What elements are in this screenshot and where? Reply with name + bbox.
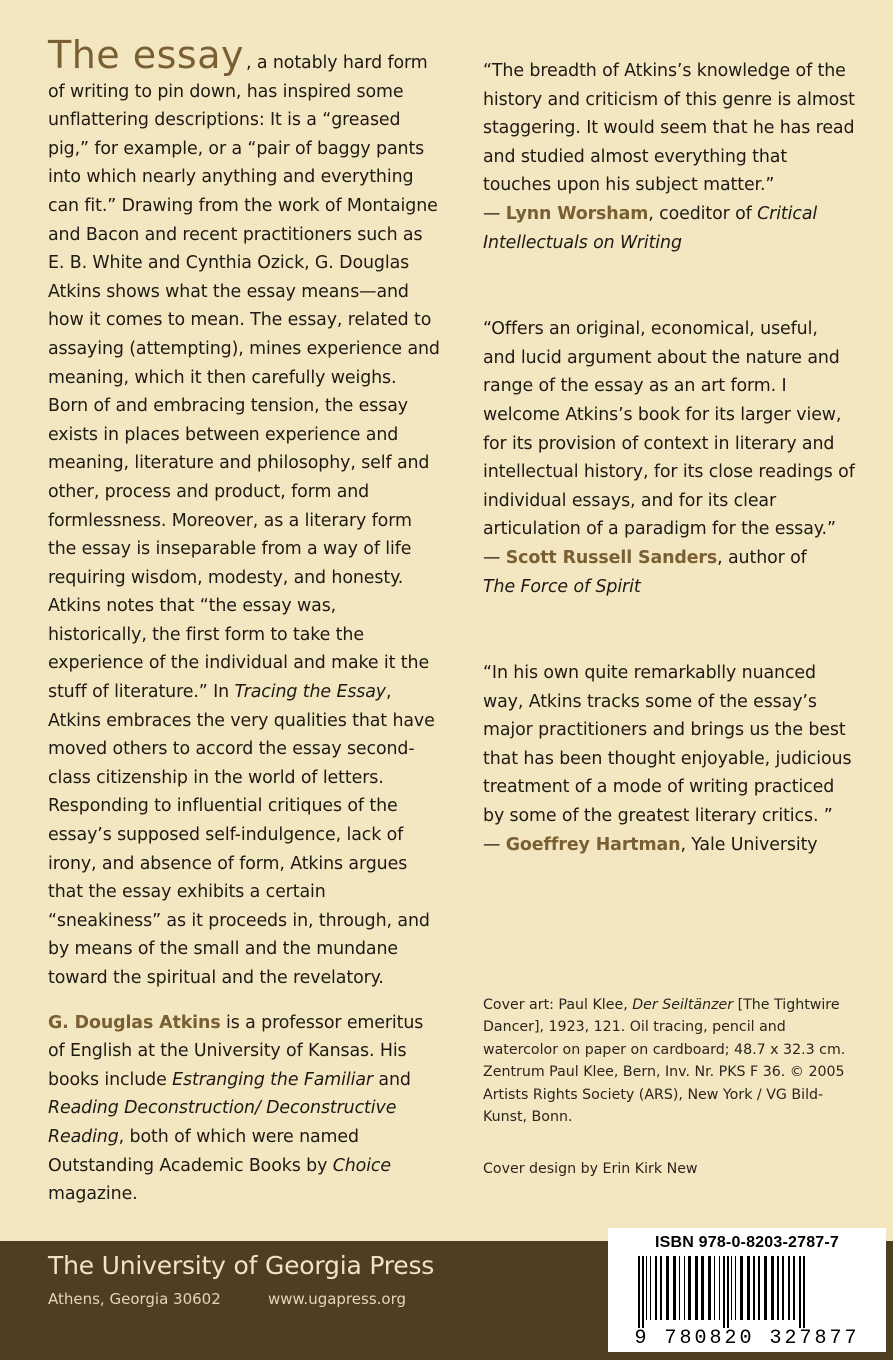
barcode-bar bbox=[660, 1256, 662, 1320]
blurb-author: Scott Russell Sanders bbox=[505, 547, 718, 568]
bio-book-1: Estranging the Familiar bbox=[172, 1069, 373, 1090]
barcode-bar bbox=[655, 1256, 657, 1320]
credit-prefix: Cover art: Paul Klee, bbox=[483, 997, 633, 1013]
barcode-bar bbox=[771, 1256, 774, 1320]
barcode-bar bbox=[642, 1256, 644, 1328]
blurb-attribution bbox=[483, 831, 855, 860]
barcode-bar bbox=[803, 1256, 805, 1328]
attribution-dash: — bbox=[483, 834, 506, 855]
blurb-quote: “The breadth of Atkins’s knowledge of the history and criticism of this genre is almost staggering. It would seem that he has read and studied almost everything that touches upon his subject matter.” bbox=[483, 61, 855, 196]
barcode-bar bbox=[719, 1256, 720, 1320]
barcode-digits: 9 780820 327877 bbox=[634, 1327, 860, 1350]
author-bio bbox=[48, 1009, 440, 1209]
barcode-bar bbox=[673, 1256, 676, 1320]
barcode-bar bbox=[666, 1256, 669, 1320]
blurb-role: , coeditor of bbox=[648, 203, 758, 224]
barcode-bar bbox=[793, 1256, 795, 1320]
barcode-bar bbox=[723, 1256, 725, 1328]
blurbs-column bbox=[483, 57, 855, 859]
barcode-bar bbox=[764, 1256, 767, 1320]
blurb-attribution bbox=[483, 544, 855, 601]
bio-book-2: Reading Deconstruction/ Deconstructive Reading bbox=[48, 1098, 397, 1147]
description-column bbox=[48, 33, 440, 1209]
blurb-attribution bbox=[483, 200, 855, 257]
attribution-dash: — bbox=[483, 547, 506, 568]
blurb-work: Critical Intellectuals on Writing bbox=[483, 203, 818, 253]
cover-design-credit: Cover design by Erin Kirk New bbox=[483, 1161, 698, 1177]
publisher-city: Athens, Georgia 30602 bbox=[48, 1290, 221, 1308]
barcode-bar bbox=[788, 1256, 790, 1320]
blurb-3 bbox=[483, 659, 855, 859]
artwork-title: Der Seiltänzer bbox=[632, 997, 734, 1013]
blurb-2 bbox=[483, 315, 855, 601]
cover-art-credit bbox=[483, 994, 853, 1128]
barcode-bar bbox=[684, 1256, 685, 1320]
book-title: Tracing the Essay bbox=[234, 682, 387, 703]
isbn-barcode bbox=[608, 1228, 886, 1352]
barcode-bar bbox=[758, 1256, 760, 1320]
barcode-bars bbox=[634, 1256, 860, 1328]
lead-word: The essay bbox=[48, 33, 245, 77]
blurb-1 bbox=[483, 57, 855, 257]
barcode-bar bbox=[714, 1256, 715, 1320]
bio-text: , both of which were named Outstanding Academic Books by bbox=[48, 1126, 359, 1176]
barcode-bar bbox=[679, 1256, 680, 1320]
barcode-bar bbox=[646, 1256, 647, 1320]
barcode-bar bbox=[701, 1256, 704, 1320]
blurb-author: Goeffrey Hartman bbox=[505, 834, 681, 855]
publisher-url: www.ugapress.org bbox=[268, 1290, 407, 1308]
bio-text: magazine. bbox=[48, 1184, 138, 1205]
barcode-bar bbox=[777, 1256, 779, 1320]
blurb-role: , author of bbox=[717, 547, 807, 568]
credit-text: [The Tightwire Dancer], 1923, 121. Oil tracing, pencil and watercolor on paper on cardboard; 48.7 x 32.3 cm. Zentrum Paul Klee, Bern, Inv. Nr. PKS F 36. © 2005 Artists Rights Society (ARS), New York / VG Bild-Kunst, Bonn. bbox=[483, 997, 846, 1126]
bio-text: is a professor emeritus of English at the University of Kansas. His books include bbox=[48, 1012, 424, 1090]
barcode-bar bbox=[740, 1256, 743, 1320]
barcode-bar bbox=[782, 1256, 784, 1320]
barcode-bar bbox=[638, 1256, 640, 1328]
barcode-bar bbox=[727, 1256, 729, 1328]
attribution-dash: — bbox=[483, 203, 506, 224]
blurb-author: Lynn Worsham bbox=[505, 203, 649, 224]
barcode-bar bbox=[735, 1256, 736, 1320]
publisher-name: The University of Georgia Press bbox=[48, 1251, 435, 1280]
barcode-bar bbox=[753, 1256, 755, 1320]
blurb-quote: “In his own quite remarkablly nuanced way, Atkins tracks some of the essay’s major practitioners and brings us the best that has been thought enjoyable, judicious treatment of a mode of writing practiced by some of the greatest literary critics. ” bbox=[483, 663, 852, 827]
author-name: G. Douglas Atkins bbox=[48, 1012, 221, 1033]
isbn-label: ISBN 978-0-8203-2787-7 bbox=[654, 1234, 840, 1251]
description-text: , a notably hard form of writing to pin down, has inspired some unflattering descriptions: It is a “greased pig,” for example, or a “pair of baggy pants into which nearly anything and everything can fit.” Drawing from the work of Montaigne and Bacon and recent practitioners such as E. B. White and Cynthia Ozick, G. Douglas Atkins shows what the essay means—and how it comes to mean. The essay, related to assaying (attempting), mines experience and meaning, which it then carefully weighs. Born of and embracing tension, the essay exists in places between experience and meaning, literature and philosophy, self and other, process and product, form and formlessness. Moreover, as a literary form the essay is inseparable from a way of life requiring wisdom, modesty, and honesty. Atkins notes that “the essay was, historically, the first form to take the experience of the individual and make it the stuff of literature.” In bbox=[48, 53, 440, 703]
barcode-bar bbox=[650, 1256, 651, 1320]
barcode-bar bbox=[747, 1256, 750, 1320]
barcode-bar bbox=[708, 1256, 711, 1320]
blurb-quote: “Offers an original, economical, useful, and lucid argument about the nature and range of the essay as an art form. I welcome Atkins’s book for its larger view, for its provision of context in literary and intellectual history, for its close readings of individual essays, and for its clear articulation of a paradigm for the essay.” bbox=[483, 319, 855, 540]
bio-text: and bbox=[372, 1069, 411, 1090]
barcode-bar bbox=[688, 1256, 691, 1320]
barcode-bar bbox=[799, 1256, 801, 1328]
blurb-role: , Yale University bbox=[680, 834, 818, 855]
description-tail: , Atkins embraces the very qualities that have moved others to accord the essay second-class citizenship in the world of letters. Responding to influential critiques of the essay’s supposed self-indulgence, lack of irony, and absence of form, Atkins argues that the essay exhibits a certain “sneakiness” as it proceeds in, through, and by means of the small and the mundane toward the spiritual and the revelatory. bbox=[48, 682, 435, 988]
barcode-bar bbox=[731, 1256, 732, 1320]
barcode-bar bbox=[695, 1256, 698, 1320]
description-paragraph bbox=[48, 33, 440, 993]
blurb-work: The Force of Spirit bbox=[483, 576, 641, 597]
bio-magazine: Choice bbox=[332, 1155, 391, 1176]
